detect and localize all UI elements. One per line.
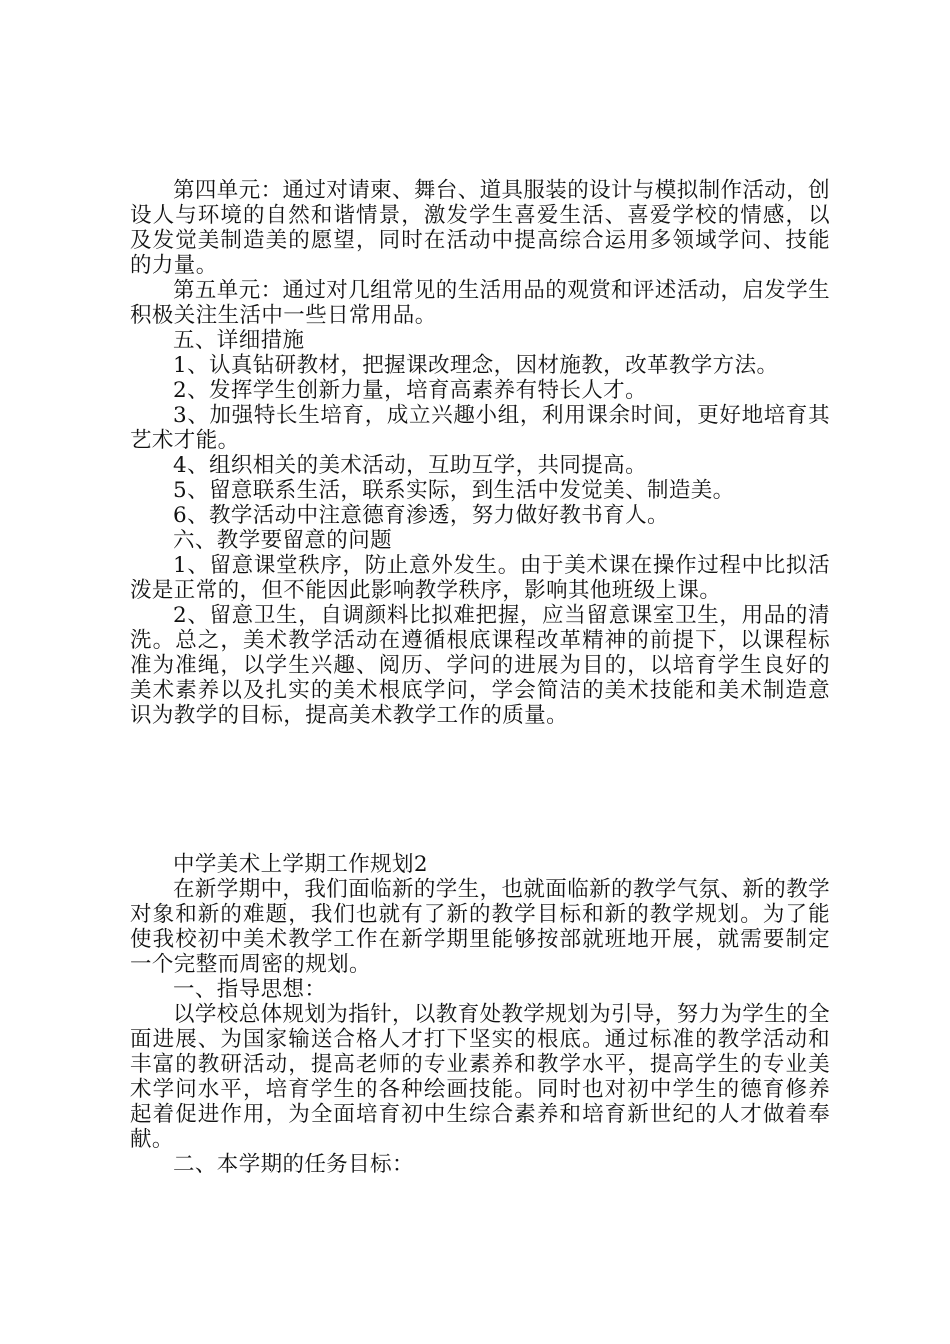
issue-item-2: 2、留意卫生，自调颜料比拟难把握，应当留意课室卫生，用品的清洗。总之，美术教学活动在遵循根底课程改革精神的前提下，以课程标准为准绳，以学生兴趣、阅历、学问的进展为目的，以培育学生良好的美术素养以及扎实的美术根底学问，学会简洁的美术技能和美术制造意识为教学的目标，提高美术教学工作的质量。	[130, 603, 830, 728]
section-plan-2	[130, 852, 830, 1177]
heading-task-goals: 二、本学期的任务目标：	[173, 1152, 414, 1177]
issue-item-1: 1、留意课堂秩序，防止意外发生。由于美术课在操作过程中比拟活泼是正常的，但不能因此影响教学秩序，影响其他班级上课。	[130, 553, 830, 603]
measure-item-4: 4、组织相关的美术活动，互助互学，共同提高。	[173, 453, 647, 478]
section-title: 中学美术上学期工作规划2	[173, 852, 428, 877]
measure-item-1: 1、认真钻研教材，把握课改理念，因材施教，改革教学方法。	[173, 353, 779, 378]
section-continued-text	[130, 178, 830, 728]
paragraph-unit4: 第四单元：通过对请柬、舞台、道具服装的设计与模拟制作活动，创设人与环境的自然和谐情景，激发学生喜爱生活、喜爱学校的情感，以及发觉美制造美的愿望，同时在活动中提高综合运用多领域学问、技能的力量。	[130, 178, 831, 278]
measure-item-2: 2、发挥学生创新力量，培育高素养有特长人才。	[173, 378, 647, 403]
measure-item-5: 5、留意联系生活，联系实际，到生活中发觉美、制造美。	[173, 478, 735, 503]
measure-item-6: 6、教学活动中注意德育渗透，努力做好教书育人。	[173, 503, 669, 528]
paragraph-unit5: 第五单元：通过对几组常见的生活用品的观赏和评述活动，启发学生积极关注生活中一些日常用品。	[130, 278, 831, 328]
heading-guiding-thought: 一、指导思想：	[173, 977, 327, 1002]
measure-item-3: 3、加强特长生培育，成立兴趣小组，利用课余时间，更好地培育其艺术才能。	[130, 403, 830, 453]
heading-measures: 五、详细措施	[173, 328, 305, 353]
paragraph-intro: 在新学期中，我们面临新的学生，也就面临新的教学气氛、新的教学对象和新的难题，我们也就有了新的教学目标和新的教学规划。为了能使我校初中美术教学工作在新学期里能够按部就班地开展，就需要制定一个完整而周密的规划。	[130, 877, 831, 977]
heading-issues: 六、教学要留意的问题	[173, 528, 393, 553]
paragraph-guiding-thought: 以学校总体规划为指针，以教育处教学规划为引导，努力为学生的全面进展、为国家输送合格人才打下坚实的根底。通过标准的教学活动和丰富的教研活动，提高老师的专业素养和教学水平，提高学生的专业美术学问水平，培育学生的各种绘画技能。同时也对初中学生的德育修养起着促进作用，为全面培育初中生综合素养和培育新世纪的人才做着奉献。	[130, 1002, 831, 1152]
